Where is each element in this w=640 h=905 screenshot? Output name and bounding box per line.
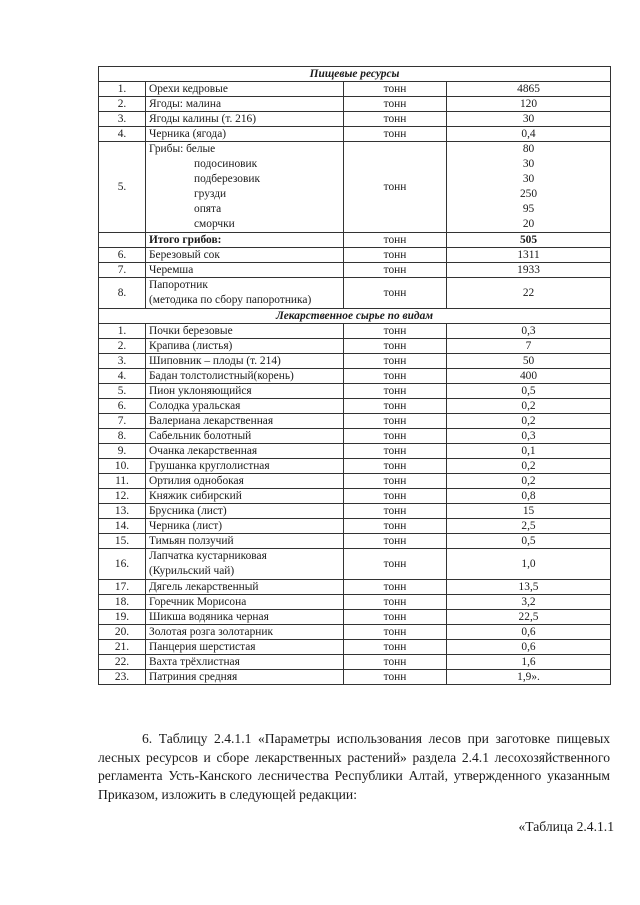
row-unit: тонн (344, 670, 447, 685)
row-unit: тонн (344, 655, 447, 670)
row-value: 0,3 (447, 324, 611, 339)
row-unit: тонн (344, 384, 447, 399)
row-number: 16. (99, 549, 146, 580)
row-value: 0,6 (447, 625, 611, 640)
row-value: 0,3 (447, 429, 611, 444)
row-unit: тонн (344, 610, 447, 625)
row-value: 2,5 (447, 519, 611, 534)
row-name: Черника (ягода) (146, 127, 344, 142)
table-row (99, 595, 611, 610)
row-unit: тонн (344, 459, 447, 474)
row-unit: тонн (344, 414, 447, 429)
row-unit: тонн (344, 519, 447, 534)
row-unit: тонн (344, 625, 447, 640)
row-number: 5. (99, 142, 146, 233)
row-value: 0,1 (447, 444, 611, 459)
row-number: 4. (99, 369, 146, 384)
table-row (99, 324, 611, 339)
row-name: Ортилия однобокая (146, 474, 344, 489)
row-name: Княжик сибирский (146, 489, 344, 504)
row-number: 19. (99, 610, 146, 625)
row-name-line: Лапчатка кустарниковая (149, 550, 267, 562)
row-value: 22 (447, 278, 611, 309)
table-row (99, 549, 611, 580)
table-row (99, 504, 611, 519)
row-name: Орехи кедровые (146, 82, 344, 97)
row-unit: тонн (344, 324, 447, 339)
resources-table-body (99, 67, 611, 685)
row-unit: тонн (344, 534, 447, 549)
row-unit: тонн (344, 142, 447, 233)
table-caption: «Таблица 2.4.1.1 (518, 819, 614, 834)
row-value-line: 20 (522, 218, 535, 230)
row-value-line: 250 (519, 188, 538, 200)
row-number: 13. (99, 504, 146, 519)
row-number: 4. (99, 127, 146, 142)
table-row (99, 534, 611, 549)
row-value: 0,2 (447, 459, 611, 474)
section-title: Пищевые ресурсы (99, 67, 611, 82)
row-name: Сабельник болотный (146, 429, 344, 444)
row-value: 400 (447, 369, 611, 384)
table-row (99, 248, 611, 263)
table-row (99, 354, 611, 369)
row-name: Валериана лекарственная (146, 414, 344, 429)
row-value-line: 30 (522, 158, 535, 170)
row-unit: тонн (344, 233, 447, 248)
row-number: 8. (99, 429, 146, 444)
table-row (99, 369, 611, 384)
table-row (99, 127, 611, 142)
row-value: 1,9». (447, 670, 611, 685)
resources-table (98, 66, 611, 685)
row-name: Шиповник – плоды (т. 214) (146, 354, 344, 369)
row-unit: тонн (344, 549, 447, 580)
row-name: Итого грибов: (146, 233, 344, 248)
table-row (99, 97, 611, 112)
table-row (99, 82, 611, 97)
row-number: 15. (99, 534, 146, 549)
row-value: 0,2 (447, 414, 611, 429)
row-name: Ягоды калины (т. 216) (146, 112, 344, 127)
row-number: 18. (99, 595, 146, 610)
row-number: 7. (99, 414, 146, 429)
table-row (99, 655, 611, 670)
row-value (447, 142, 611, 233)
row-number: 21. (99, 640, 146, 655)
row-name: Солодка уральская (146, 399, 344, 414)
row-name: Очанка лекарственная (146, 444, 344, 459)
row-name: Патриния средняя (146, 670, 344, 685)
row-name-line: опята (194, 203, 222, 215)
row-name (146, 549, 344, 580)
table-row (99, 112, 611, 127)
row-unit: тонн (344, 580, 447, 595)
row-name: Почки березовые (146, 324, 344, 339)
row-unit: тонн (344, 354, 447, 369)
table-row (99, 580, 611, 595)
row-unit: тонн (344, 489, 447, 504)
row-name: Черника (лист) (146, 519, 344, 534)
row-name-line: (методика по сбору папоротника) (149, 294, 312, 306)
row-value-line: 95 (522, 203, 535, 215)
table-row (99, 670, 611, 685)
row-name-line: Папоротник (149, 279, 208, 291)
row-number: 7. (99, 263, 146, 278)
table-row (99, 444, 611, 459)
table-row (99, 429, 611, 444)
row-name: Грушанка круглолистная (146, 459, 344, 474)
row-unit: тонн (344, 97, 447, 112)
row-name-line: грузди (194, 188, 227, 200)
row-name: Панцерия шерстистая (146, 640, 344, 655)
row-number: 14. (99, 519, 146, 534)
table-row (99, 489, 611, 504)
row-value: 0,5 (447, 384, 611, 399)
row-name: Бадан толстолистный(корень) (146, 369, 344, 384)
row-value: 0,2 (447, 399, 611, 414)
row-value: 1933 (447, 263, 611, 278)
table-row (99, 263, 611, 278)
row-name-line: сморчки (194, 218, 235, 230)
row-name: Горечник Морисона (146, 595, 344, 610)
row-value: 0,2 (447, 474, 611, 489)
row-value: 15 (447, 504, 611, 519)
table-row (99, 384, 611, 399)
row-number: 5. (99, 384, 146, 399)
row-number: 2. (99, 339, 146, 354)
row-name: Черемша (146, 263, 344, 278)
row-number: 23. (99, 670, 146, 685)
row-number: 12. (99, 489, 146, 504)
table-row (99, 474, 611, 489)
row-unit: тонн (344, 278, 447, 309)
row-value: 1311 (447, 248, 611, 263)
table-row (99, 610, 611, 625)
table-row (99, 142, 611, 233)
row-number: 6. (99, 248, 146, 263)
row-number: 3. (99, 354, 146, 369)
row-value: 3,2 (447, 595, 611, 610)
table-row (99, 519, 611, 534)
row-value: 0,4 (447, 127, 611, 142)
row-unit: тонн (344, 248, 447, 263)
row-name: Пион уклоняющийся (146, 384, 344, 399)
row-number: 22. (99, 655, 146, 670)
row-value: 13,5 (447, 580, 611, 595)
row-number: 2. (99, 97, 146, 112)
table-row (99, 278, 611, 309)
row-number: 10. (99, 459, 146, 474)
table-row (99, 459, 611, 474)
table-row (99, 625, 611, 640)
table-row (99, 399, 611, 414)
row-unit: тонн (344, 369, 447, 384)
row-unit: тонн (344, 504, 447, 519)
table-row (99, 233, 611, 248)
row-value: 30 (447, 112, 611, 127)
row-name: Дягель лекарственный (146, 580, 344, 595)
row-value: 120 (447, 97, 611, 112)
row-value: 0,8 (447, 489, 611, 504)
row-number: 6. (99, 399, 146, 414)
row-name: Вахта трёхлистная (146, 655, 344, 670)
amendment-paragraph: 6. Таблицу 2.4.1.1 «Параметры использования лесов при заготовке пищевых лесных ресурсов и сборе лекарственных растений» раздела 2.4.1 лесохозяйственного регламента Усть-Канского лесничества Республики Алтай, утвержденного указанным Приказом, изложить в следующей редакции: (98, 731, 610, 802)
row-unit: тонн (344, 263, 447, 278)
row-name-line: подберезовик (194, 173, 260, 185)
row-number: 20. (99, 625, 146, 640)
row-unit: тонн (344, 127, 447, 142)
row-unit: тонн (344, 429, 447, 444)
row-value: 4865 (447, 82, 611, 97)
table-row (99, 414, 611, 429)
row-number (99, 233, 146, 248)
row-number: 3. (99, 112, 146, 127)
row-number: 11. (99, 474, 146, 489)
row-name: Крапива (листья) (146, 339, 344, 354)
section-title: Лекарственное сырье по видам (99, 309, 611, 324)
row-value-line: 30 (522, 173, 535, 185)
row-name-line: (Курильский чай) (149, 565, 235, 577)
row-value: 0,6 (447, 640, 611, 655)
table-row (99, 339, 611, 354)
row-name (146, 142, 344, 233)
row-unit: тонн (344, 474, 447, 489)
row-name: Золотая розга золотарник (146, 625, 344, 640)
row-number: 1. (99, 82, 146, 97)
row-unit: тонн (344, 112, 447, 127)
row-unit: тонн (344, 82, 447, 97)
row-name: Березовый сок (146, 248, 344, 263)
row-value: 0,5 (447, 534, 611, 549)
row-unit: тонн (344, 339, 447, 354)
section-header-row (99, 67, 611, 82)
row-name: Ягоды: малина (146, 97, 344, 112)
row-name-line: Грибы: белые (149, 143, 216, 155)
row-value: 22,5 (447, 610, 611, 625)
row-value: 505 (447, 233, 611, 248)
row-number: 17. (99, 580, 146, 595)
row-value: 1,0 (447, 549, 611, 580)
row-name: Шикша водяника черная (146, 610, 344, 625)
row-unit: тонн (344, 399, 447, 414)
row-name: Брусника (лист) (146, 504, 344, 519)
row-number: 1. (99, 324, 146, 339)
row-name: Тимьян ползучий (146, 534, 344, 549)
table-row (99, 640, 611, 655)
section-header-row (99, 309, 611, 324)
row-value: 1,6 (447, 655, 611, 670)
row-name (146, 278, 344, 309)
row-unit: тонн (344, 595, 447, 610)
row-number: 8. (99, 278, 146, 309)
row-name-line: подосиновик (194, 158, 258, 170)
row-value-line: 80 (522, 143, 535, 155)
row-unit: тонн (344, 640, 447, 655)
row-number: 9. (99, 444, 146, 459)
row-value: 50 (447, 354, 611, 369)
row-unit: тонн (344, 444, 447, 459)
row-value: 7 (447, 339, 611, 354)
